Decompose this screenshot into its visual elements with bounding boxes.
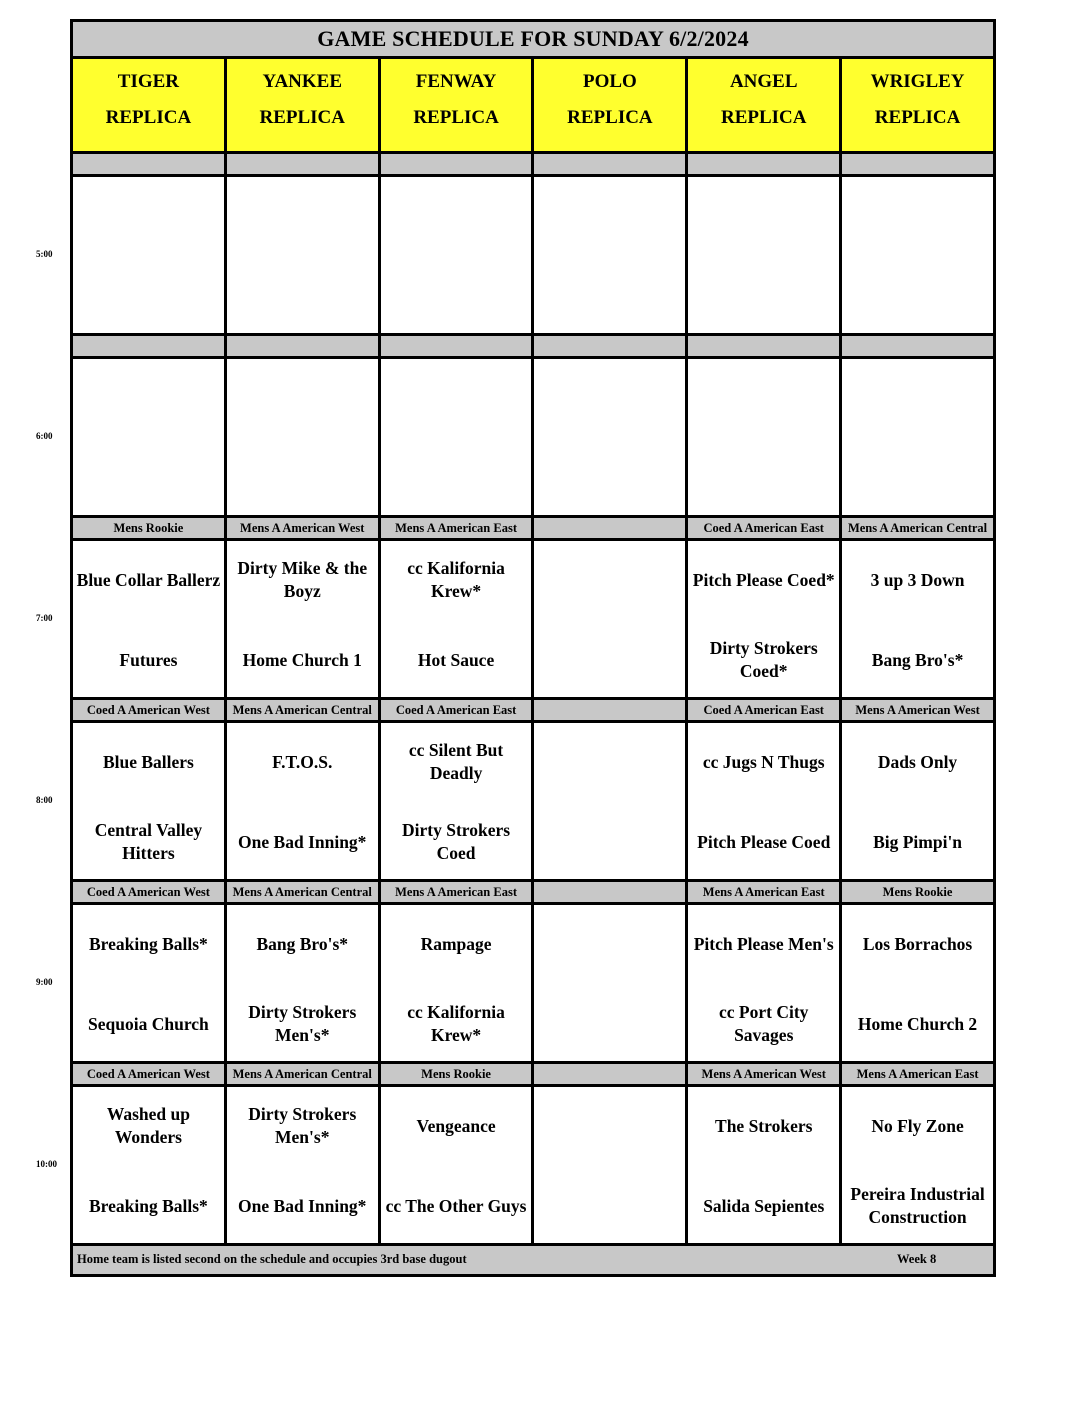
home-team (690, 453, 837, 503)
division-label: Mens A American East (842, 1064, 993, 1084)
home-team: Futures (119, 649, 178, 670)
division-row (73, 700, 993, 723)
division-label: Mens A American East (381, 518, 535, 538)
division-label (381, 154, 535, 174)
away-team: Blue Ballers (102, 751, 194, 772)
away-team (536, 555, 683, 605)
game-cell (688, 359, 842, 515)
game-row (73, 905, 993, 1064)
game-row (73, 723, 993, 882)
field-header-row (73, 59, 993, 154)
division-row (73, 336, 993, 359)
division-label: Mens Rookie (842, 882, 993, 902)
time-label: 6:00 (36, 431, 53, 441)
field-header-yankee (227, 59, 381, 151)
game-row (73, 1087, 993, 1246)
away-team: Dirty Strokers Men's* (248, 1104, 357, 1147)
home-team: One Bad Inning* (238, 1195, 367, 1216)
field-sub: REPLICA (413, 107, 499, 128)
home-team: Sequoia Church (88, 1013, 209, 1034)
game-cell (842, 905, 993, 1061)
home-team: Dirty Strokers Coed* (709, 638, 818, 681)
home-team (75, 453, 222, 503)
home-team (536, 999, 683, 1049)
division-label (534, 1064, 688, 1084)
away-team (75, 373, 222, 423)
away-team (383, 373, 530, 423)
game-cell (73, 723, 227, 879)
time-label: 7:00 (36, 613, 53, 623)
field-header-wrigley (842, 59, 993, 151)
field-header-polo (534, 59, 688, 151)
division-label (73, 336, 227, 356)
division-label: Coed A American West (73, 700, 227, 720)
game-cell (534, 177, 688, 333)
game-cell (534, 723, 688, 879)
division-label: Mens A American Central (842, 518, 993, 538)
division-row (73, 882, 993, 905)
time-label: 8:00 (36, 795, 53, 805)
game-row (73, 359, 993, 518)
division-label (73, 154, 227, 174)
game-cell (688, 1087, 842, 1243)
game-cell (842, 359, 993, 515)
week-label: Week 8 (897, 1252, 937, 1266)
field-sub: REPLICA (874, 107, 961, 128)
game-cell (227, 1087, 381, 1243)
home-team (844, 453, 991, 503)
division-label (534, 336, 688, 356)
game-cell (842, 541, 993, 697)
home-team (536, 635, 683, 685)
home-team: cc Kalifornia Krew* (407, 1002, 505, 1045)
away-team: cc Silent But Deadly (408, 740, 504, 783)
game-cell (227, 177, 381, 333)
home-team (383, 271, 530, 321)
away-team (536, 373, 683, 423)
game-cell (688, 723, 842, 879)
division-label: Mens A American Central (227, 1064, 381, 1084)
time-label: 9:00 (36, 977, 53, 987)
game-cell (534, 359, 688, 515)
division-label: Coed A American East (688, 518, 842, 538)
away-team (844, 191, 991, 241)
away-team (690, 373, 837, 423)
footer (73, 1246, 993, 1274)
field-sub: REPLICA (720, 107, 807, 128)
game-cell (227, 905, 381, 1061)
away-team (536, 191, 683, 241)
division-label (842, 154, 993, 174)
division-label: Mens A American East (381, 882, 535, 902)
division-label: Coed A American West (73, 882, 227, 902)
away-team: Washed up Wonders (106, 1104, 190, 1147)
game-cell (73, 177, 227, 333)
division-label (227, 336, 381, 356)
away-team (536, 737, 683, 787)
field-name: FENWAY (415, 71, 497, 92)
home-team: Pitch Please Coed (697, 831, 831, 852)
game-cell (381, 541, 535, 697)
away-team (383, 191, 530, 241)
game-row (73, 541, 993, 700)
away-team (229, 191, 376, 241)
home-team: Home Church 2 (857, 1013, 978, 1034)
game-cell (227, 723, 381, 879)
division-label: Mens A American West (688, 1064, 842, 1084)
home-team (536, 1181, 683, 1231)
home-team: Breaking Balls* (89, 1195, 208, 1216)
away-team: No Fly Zone (871, 1115, 964, 1136)
division-label (688, 154, 842, 174)
division-label: Coed A American East (688, 700, 842, 720)
home-team: Salida Sepientes (703, 1195, 825, 1216)
away-team (75, 191, 222, 241)
away-team (536, 1101, 683, 1151)
division-label (227, 154, 381, 174)
home-team: cc The Other Guys (385, 1195, 527, 1216)
home-team: Central Valley Hitters (94, 820, 203, 863)
away-team (536, 919, 683, 969)
game-cell (381, 359, 535, 515)
division-label (534, 518, 688, 538)
home-team (690, 271, 837, 321)
division-label: Mens A American Central (227, 882, 381, 902)
time-label: 5:00 (36, 249, 53, 259)
home-team: One Bad Inning* (238, 831, 367, 852)
game-cell (534, 1087, 688, 1243)
field-header-angel (688, 59, 842, 151)
game-cell (381, 723, 535, 879)
away-team: Dirty Mike & the Boyz (237, 558, 368, 601)
game-cell (73, 541, 227, 697)
field-header-fenway (381, 59, 535, 151)
division-label (534, 700, 688, 720)
division-label: Mens A American West (842, 700, 993, 720)
away-team: Blue Collar Ballerz (76, 569, 221, 590)
home-team: Hot Sauce (417, 649, 495, 670)
time-label: 10:00 (36, 1159, 57, 1169)
game-cell (73, 905, 227, 1061)
away-team: F.T.O.S. (272, 751, 333, 772)
division-label: Mens A American West (227, 518, 381, 538)
division-label: Mens Rookie (73, 518, 227, 538)
home-team (536, 817, 683, 867)
home-team (229, 271, 376, 321)
field-name: WRIGLEY (870, 71, 965, 92)
away-team: Vengeance (416, 1115, 496, 1136)
game-cell (73, 1087, 227, 1243)
field-sub: REPLICA (105, 107, 192, 128)
division-label (534, 154, 688, 174)
division-row (73, 518, 993, 541)
home-team: Home Church 1 (242, 649, 362, 670)
away-team (844, 373, 991, 423)
home-team (75, 271, 222, 321)
field-name: YANKEE (262, 71, 343, 92)
away-team: Bang Bro's* (256, 933, 349, 954)
away-team: Pitch Please Coed* (692, 569, 835, 590)
away-team: The Strokers (715, 1115, 813, 1136)
division-label: Mens Rookie (381, 1064, 535, 1084)
away-team: cc Kalifornia Krew* (407, 558, 505, 601)
game-cell (227, 359, 381, 515)
division-label: Mens A American Central (227, 700, 381, 720)
division-label (534, 882, 688, 902)
game-cell (73, 359, 227, 515)
home-team (229, 453, 376, 503)
page-title: GAME SCHEDULE FOR SUNDAY 6/2/2024 (73, 22, 993, 59)
division-label (842, 336, 993, 356)
division-label (381, 336, 535, 356)
field-sub: REPLICA (259, 107, 345, 128)
home-team: Dirty Strokers Coed (402, 820, 511, 863)
field-name: TIGER (117, 71, 180, 92)
field-name: ANGEL (729, 71, 798, 92)
division-label: Coed A American West (73, 1064, 227, 1084)
division-label: Mens A American East (688, 882, 842, 902)
division-row (73, 1064, 993, 1087)
game-cell (842, 1087, 993, 1243)
home-team (844, 271, 991, 321)
game-cell (688, 905, 842, 1061)
home-team (536, 271, 683, 321)
game-row (73, 177, 993, 336)
away-team: cc Jugs N Thugs (702, 751, 825, 772)
away-team (229, 373, 376, 423)
home-team: Bang Bro's* (871, 649, 964, 670)
home-team (536, 453, 683, 503)
footer-note: Home team is listed second on the schedule and occupies 3rd base dugout (77, 1252, 467, 1266)
home-team (383, 453, 530, 503)
away-team (690, 191, 837, 241)
home-team: Big Pimpi'n (873, 831, 963, 852)
division-label: Coed A American East (381, 700, 535, 720)
away-team: Breaking Balls* (89, 933, 208, 954)
schedule-sheet (70, 19, 996, 1277)
game-cell (534, 541, 688, 697)
home-team: Dirty Strokers Men's* (248, 1002, 357, 1045)
home-team: cc Port City Savages (719, 1002, 809, 1045)
game-cell (688, 541, 842, 697)
field-header-tiger (73, 59, 227, 151)
game-cell (688, 177, 842, 333)
game-cell (381, 177, 535, 333)
field-sub: REPLICA (567, 107, 653, 128)
game-cell (842, 723, 993, 879)
field-name: POLO (582, 71, 637, 92)
division-label (688, 336, 842, 356)
away-team: Los Borrachos (862, 933, 973, 954)
division-row (73, 154, 993, 177)
game-cell (534, 905, 688, 1061)
game-cell (842, 177, 993, 333)
away-team: Dads Only (877, 751, 958, 772)
home-team: Pereira Industrial Construction (850, 1184, 985, 1227)
away-team: Pitch Please Men's (693, 933, 834, 954)
time-slots (73, 154, 993, 1246)
game-cell (227, 541, 381, 697)
game-cell (381, 905, 535, 1061)
away-team: Rampage (420, 933, 492, 954)
game-cell (381, 1087, 535, 1243)
away-team: 3 up 3 Down (870, 569, 965, 590)
